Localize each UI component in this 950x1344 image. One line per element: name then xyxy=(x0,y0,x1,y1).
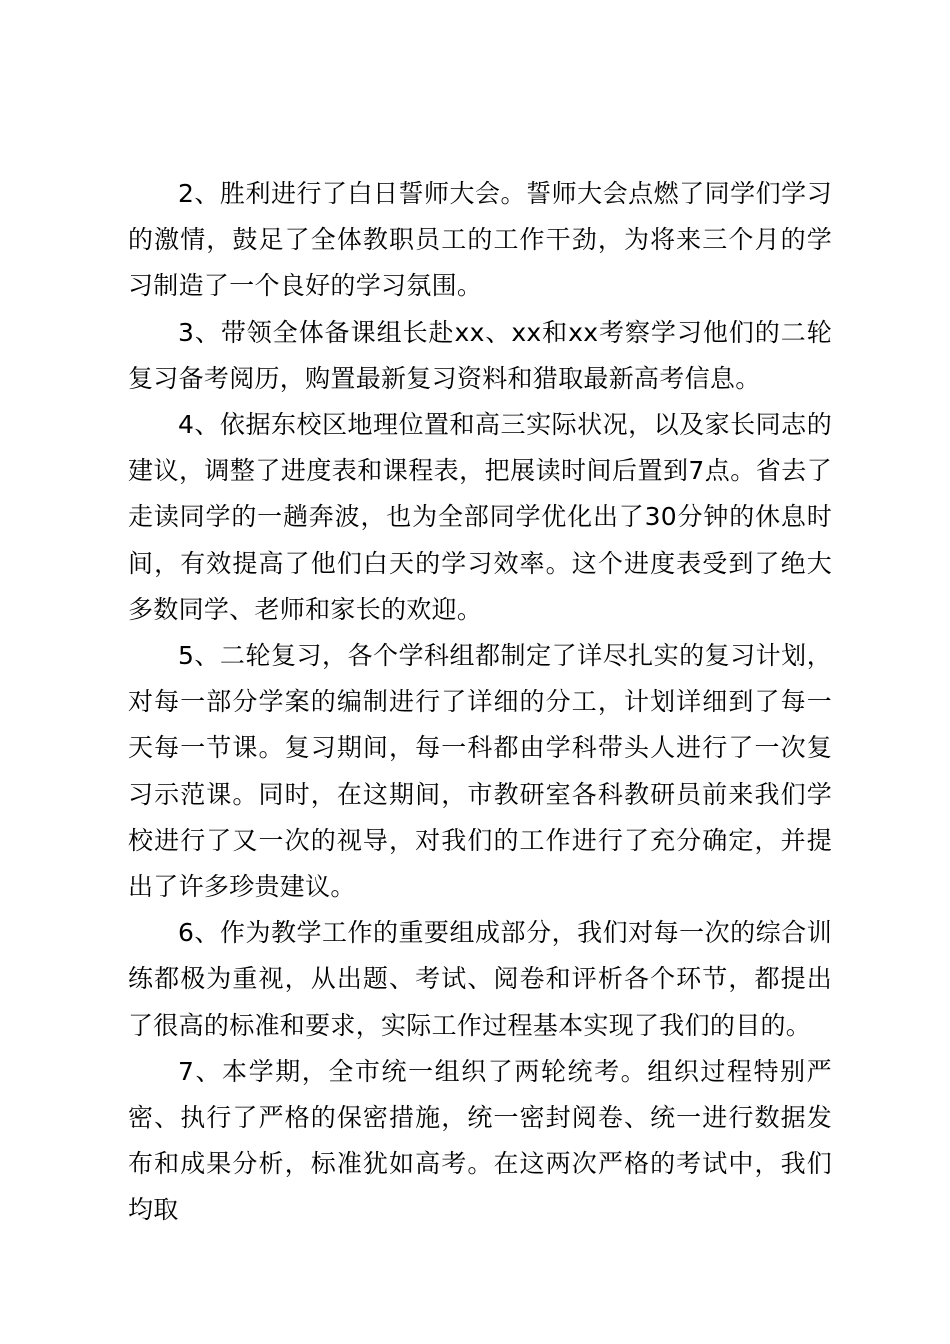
paragraph-item-5: 5、二轮复习，各个学科组都制定了详尽扎实的复习计划，对每一部分学案的编制进行了详细的分工，计划详细到了每一天每一节课。复习期间，每一科都由学科带头人进行了一次复习示范课。同时，在这期间，市教研室各科教研员前来我们学校进行了又一次的视导，对我们的工作进行了充分确定，并提出了许多珍贵建议。 xyxy=(128,641,832,902)
paragraph-item-4: 4、依据东校区地理位置和高三实际状况，以及家长同志的建议，调整了进度表和课程表，把展读时间后置到7点。省去了走读同学的一趟奔波，也为全部同学优化出了30分钟的休息时间，有效提高了他们白天的学习效率。这个进度表受到了绝大多数同学、老师和家长的欢迎。 xyxy=(128,410,832,624)
paragraph-item-7: 7、本学期，全市统一组织了两轮统考。组织过程特别严密、执行了严格的保密措施，统一密封阅卷、统一进行数据发布和成果分析，标准犹如高考。在这两次严格的考试中，我们均取 xyxy=(128,1056,832,1225)
paragraph-item-2: 2、胜利进行了白日誓师大会。誓师大会点燃了同学们学习的激情，鼓足了全体教职员工的工作干劲，为将来三个月的学习制造了一个良好的学习氛围。 xyxy=(128,179,832,301)
document-body xyxy=(128,171,832,1234)
paragraph-item-3: 3、带领全体备课组长赴xx、xx和xx考察学习他们的二轮复习备考阅历，购置最新复习资料和猎取最新高考信息。 xyxy=(128,317,832,393)
paragraph-item-6: 6、作为教学工作的重要组成部分，我们对每一次的综合训练都极为重视，从出题、考试、阅卷和评析各个环节，都提出了很高的标准和要求，实际工作过程基本实现了我们的目的。 xyxy=(128,918,832,1040)
